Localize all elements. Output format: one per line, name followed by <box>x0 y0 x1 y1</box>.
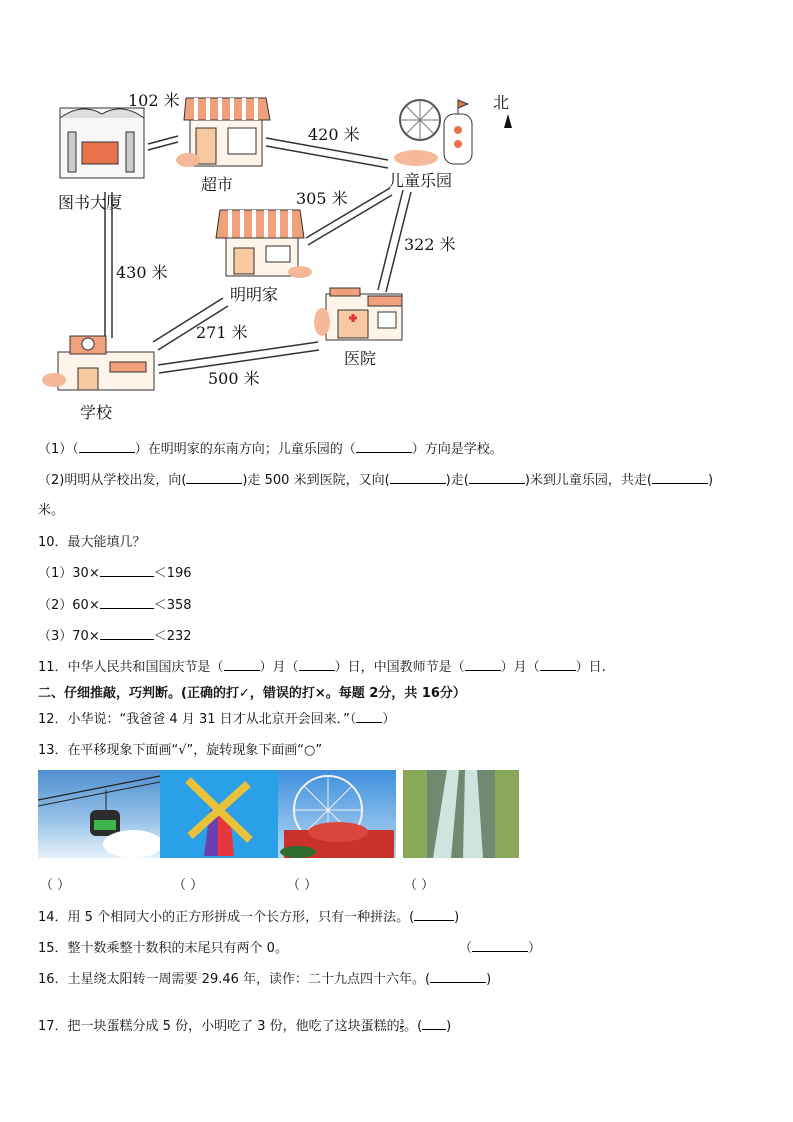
q9-blank-2[interactable] <box>356 440 412 453</box>
q10-blank-2[interactable] <box>100 596 154 609</box>
q11-blank-1[interactable] <box>224 658 260 671</box>
escalator-photo <box>403 770 519 858</box>
school-icon <box>42 336 154 390</box>
q9-p1-text-b: ）在明明家的东南方向；儿童乐园的（ <box>134 442 356 457</box>
label-hospital: 医院 <box>344 349 377 368</box>
distance-school-home: 271 米 <box>196 323 248 342</box>
q9-part2 <box>38 469 713 488</box>
label-home: 明明家 <box>230 285 279 304</box>
q11 <box>38 656 606 675</box>
q14-text: 14．用 5 个相同大小的正方形拼成一个长方形，只有一种拼法。( <box>38 910 415 925</box>
home-icon <box>216 210 312 278</box>
q9-p2-text-a: （2)明明从学校出发，向( <box>38 473 187 488</box>
q10-item-3 <box>38 625 192 644</box>
label-school: 学校 <box>80 403 113 422</box>
escalator-icon <box>403 770 519 858</box>
q15-text: 15．整十数乘整十数积的末尾只有两个 0。 <box>38 941 288 956</box>
q11-text-a: 11．中华人民共和国国庆节是（ <box>38 660 224 675</box>
q17-blank[interactable] <box>422 1017 446 1030</box>
q14-close: ) <box>454 910 460 925</box>
q10-item-2-pre: （2）60× <box>38 598 100 613</box>
q9-p2-text-c: )走( <box>445 473 469 488</box>
q10-blank-1[interactable] <box>100 564 154 577</box>
q11-blank-3[interactable] <box>465 658 501 671</box>
q16-blank[interactable] <box>430 970 486 983</box>
north-arrow-icon <box>504 114 512 128</box>
q13-answer-2[interactable]: （ ） <box>173 878 204 893</box>
label-library: 图书大厦 <box>58 193 123 212</box>
q16 <box>38 968 491 987</box>
ferris-wheel-icon <box>278 770 396 858</box>
q11-text-b: ）月（ <box>259 660 299 675</box>
q16-close: ) <box>486 972 492 987</box>
q10-item-1 <box>38 562 192 581</box>
label-north: 北 <box>493 93 510 112</box>
distance-library-school: 430 米 <box>116 263 168 282</box>
q12-close: ） <box>382 712 396 727</box>
q12-text: 12．小华说：“我爸爸 4 月 31 日才从北京开会回来．”（ <box>38 712 357 727</box>
q17-open: 。( <box>404 1019 423 1034</box>
q9-p2-text-e: ) <box>707 473 714 488</box>
q12-blank[interactable] <box>356 710 382 723</box>
q10-blank-3[interactable] <box>100 627 154 640</box>
q17-fraction-numerator: 3 <box>399 1018 405 1026</box>
distance-school-hospital: 500 米 <box>208 369 260 388</box>
q15-open: （ <box>459 941 473 956</box>
q10-item-2 <box>38 594 192 613</box>
q15 <box>38 937 288 956</box>
windmill-photo <box>160 770 278 858</box>
q17-close: ) <box>446 1019 452 1034</box>
q16-text: 16．土星绕太阳转一周需要 29.46 年，读作：二十九点四十六年。( <box>38 972 431 987</box>
supermarket-icon <box>176 98 270 167</box>
q10-item-2-post: ＜358 <box>153 598 192 613</box>
distance-library-supermarket: 102 米 <box>128 91 180 110</box>
label-park: 儿童乐园 <box>388 171 453 190</box>
q13-answer-3[interactable]: （ ） <box>287 878 318 893</box>
q9-blank-5[interactable] <box>469 471 525 484</box>
q11-text-d: ）月（ <box>500 660 540 675</box>
q12 <box>38 708 395 727</box>
q9-p2-text-d: )米到儿童乐园，共走( <box>524 473 652 488</box>
library-icon <box>60 108 144 178</box>
q15-close: ） <box>528 941 542 956</box>
q9-blank-6[interactable] <box>652 471 708 484</box>
ferris-wheel-photo <box>278 770 396 858</box>
q17-text: 17．把一块蛋糕分成 5 份，小明吃了 3 份，他吃了这块蛋糕的 <box>38 1019 400 1034</box>
section-2-heading: 二、仔细推敲，巧判断。(正确的打✓，错误的打×。每题 2分，共 16分） <box>38 686 466 701</box>
q17-fraction-denominator: 5 <box>399 1026 405 1034</box>
q9-p1-text-a: （1）（ <box>38 442 79 457</box>
q15-blank[interactable] <box>472 939 528 952</box>
q11-blank-4[interactable] <box>540 658 576 671</box>
q11-text-c: ）日，中国教师节是（ <box>334 660 465 675</box>
cable-car-icon <box>38 770 160 858</box>
q13-text: 13．在平移现象下面画“√”，旋转现象下面画“○” <box>38 743 323 758</box>
q10-item-3-pre: （3）70× <box>38 629 100 644</box>
q9-p1-text-c: ）方向是学校。 <box>411 442 503 457</box>
amusement-park-icon <box>394 100 472 166</box>
q10-item-1-post: ＜196 <box>153 566 192 581</box>
q14-blank[interactable] <box>414 908 454 921</box>
q10-item-3-post: ＜232 <box>153 629 192 644</box>
q14 <box>38 906 459 925</box>
distance-park-hospital: 322 米 <box>404 235 456 254</box>
q10-title: 10．最大能填几？ <box>38 535 146 550</box>
q9-p2-text-b: )走 500 米到医院，又向( <box>242 473 390 488</box>
hospital-icon <box>314 288 402 340</box>
distance-supermarket-park: 420 米 <box>308 125 360 144</box>
q13-answer-1[interactable]: （ ） <box>40 878 71 893</box>
distance-home-park: 305 米 <box>296 189 348 208</box>
q9-blank-3[interactable] <box>186 471 242 484</box>
q9-blank-1[interactable] <box>79 440 135 453</box>
q10-item-1-pre: （1）30× <box>38 566 100 581</box>
q9-blank-4[interactable] <box>390 471 446 484</box>
route-map <box>38 80 518 425</box>
q17 <box>38 1015 451 1034</box>
q9-part2-tail: 米。 <box>38 503 65 518</box>
label-supermarket: 超市 <box>201 175 234 194</box>
q13-answer-4[interactable]: （ ） <box>404 878 435 893</box>
cable-car-photo <box>38 770 160 858</box>
q11-blank-2[interactable] <box>299 658 335 671</box>
windmill-icon <box>160 770 278 858</box>
q9-part1 <box>38 438 503 457</box>
q15-answer <box>459 937 541 956</box>
q11-text-e: ）日. <box>575 660 606 675</box>
